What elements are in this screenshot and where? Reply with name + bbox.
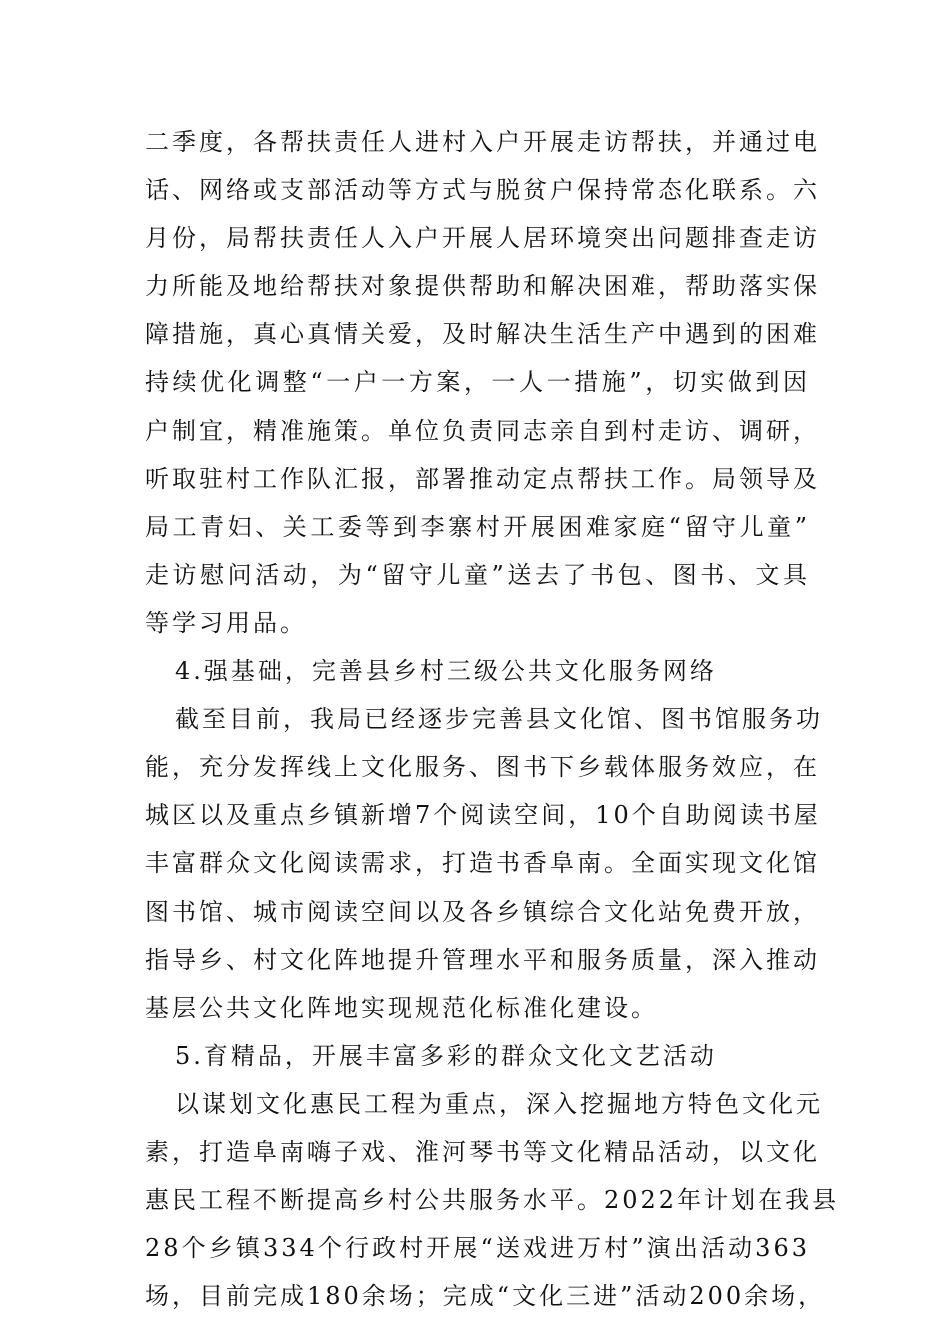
text-line: 基层公共文化阵地实现规范化标准化建设。 [145, 993, 658, 1022]
text-line: 惠民工程不断提高乡村公共服务水平。2022年计划在我县 [145, 1186, 840, 1215]
text-line: 指导乡、村文化阵地提升管理水平和服务质量，深入推动 [145, 945, 820, 974]
text-line: 障措施，真心真情关爱，及时解决生活生产中遇到的困难 [145, 320, 820, 349]
text-line: 力所能及地给帮扶对象提供帮助和解决困难，帮助落实保 [145, 272, 820, 301]
text-line: 能，充分发挥线上文化服务、图书下乡载体服务效应，在 [145, 753, 820, 782]
text-line: 局工青妇、关工委等到李寨村开展困难家庭“留守儿童” [145, 512, 810, 541]
text-line: 走访慰问活动，为“留守儿童”送去了书包、图书、文具 [145, 560, 810, 589]
text-line: 丰富群众文化阅读需求，打造书香阜南。全面实现文化馆 [145, 849, 820, 878]
text-line: 话、网络或支部活动等方式与脱贫户保持常态化联系。六 [145, 176, 820, 205]
text-line: 户制宜，精准施策。单位负责同志亲自到村走访、调研， [145, 416, 820, 445]
text-line: 素，打造阜南嗨子戏、淮河琴书等文化精品活动，以文化 [145, 1137, 820, 1166]
text-line: 等学习用品。 [145, 608, 307, 637]
text-line: 持续优化调整“一户一方案，一人一措施”，切实做到因 [145, 368, 810, 397]
text-line: 二季度，各帮扶责任人进村入户开展走访帮扶，并通过电 [145, 128, 820, 156]
text-line: 城区以及重点乡镇新增7个阅读空间，10个自助阅读书屋 [145, 801, 821, 830]
section-heading: 4.强基础，完善县乡村三级公共文化服务网络 [175, 657, 717, 686]
text-line: 28个乡镇334个行政村开展“送戏进万村”演出活动363 [145, 1234, 810, 1263]
text-line: 月份，局帮扶责任人入户开展人居环境突出问题排查走访 [145, 224, 820, 253]
text-line: 场，目前完成180余场；完成“文化三进”活动200余场， [145, 1282, 826, 1311]
text-line: 截至目前，我局已经逐步完善县文化馆、图书馆服务功 [175, 705, 823, 734]
section-heading: 5.育精品，开展丰富多彩的群众文化文艺活动 [175, 1041, 717, 1070]
document-body [145, 118, 840, 1320]
text-line: 以谋划文化惠民工程为重点，深入挖掘地方特色文化元 [175, 1089, 823, 1118]
text-line: 图书馆、城市阅读空间以及各乡镇综合文化站免费开放， [145, 897, 820, 926]
text-line: 听取驻村工作队汇报，部署推动定点帮扶工作。局领导及 [145, 464, 820, 493]
